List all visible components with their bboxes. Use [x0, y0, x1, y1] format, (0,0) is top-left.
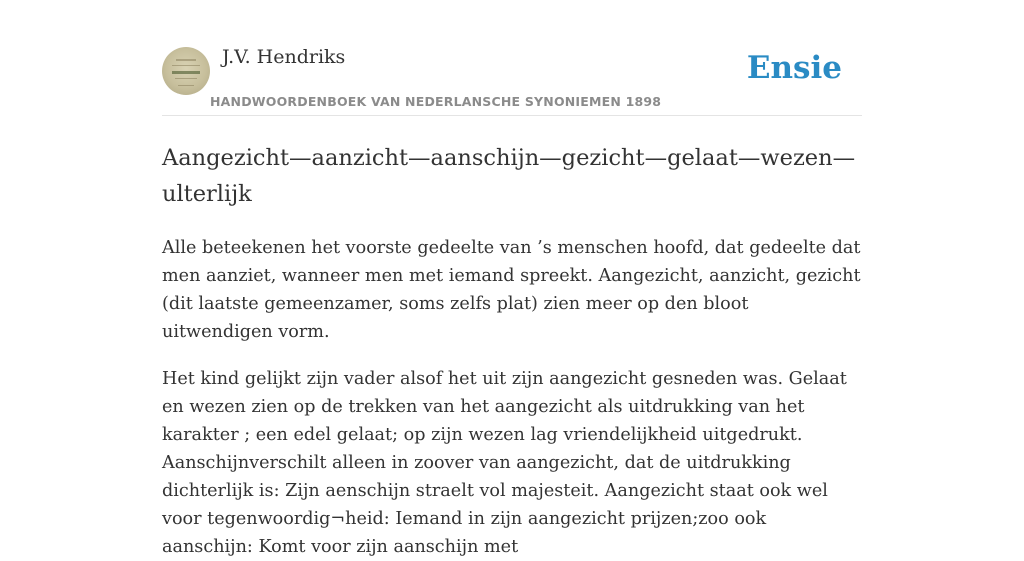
article-paragraph: Het kind gelijkt zijn vader alsof het uit zijn aangezicht gesneden was. Gelaat en wezen zien op de trekken van het aangezicht als uitdrukking van het karakter ; een edel gelaat; op zijn wezen lag vriendelijkheid uitgedrukt. Aanschijnverschilt alleen in zoover van aangezicht, dat de uitdrukking dichterlijk is: Zijn aenschijn straelt vol majesteit. Aangezicht staat ook wel voor tegenwoordig¬heid: Iemand in zijn aangezicht prijzen;zoo ook aanschijn: Komt voor zijn aanschijn met — [162, 369, 847, 557]
article-paragraph: Alle beteekenen het voorste gedeelte van ’s menschen hoofd, dat gedeelte dat men aanziet, wanneer men met iemand spreekt. Aangezicht, aanzicht, gezicht (dit laatste gemeenzamer, soms zelfs plat) zien meer op den bloot uitwendigen vorm. — [162, 238, 861, 342]
author-name[interactable]: J.V. Hendriks — [222, 46, 346, 68]
article-title: Aangezicht—aanzicht—aanschijn—gezicht—gelaat—wezen—ulterlijk — [162, 145, 856, 207]
source-title[interactable]: HANDWOORDENBOEK VAN NEDERLANSCHE SYNONIEMEN 1898 — [210, 94, 662, 109]
content-column — [162, 0, 862, 561]
book-cover-avatar[interactable] — [162, 47, 210, 95]
header — [162, 0, 862, 116]
brand-logo[interactable]: Ensie — [746, 50, 842, 86]
